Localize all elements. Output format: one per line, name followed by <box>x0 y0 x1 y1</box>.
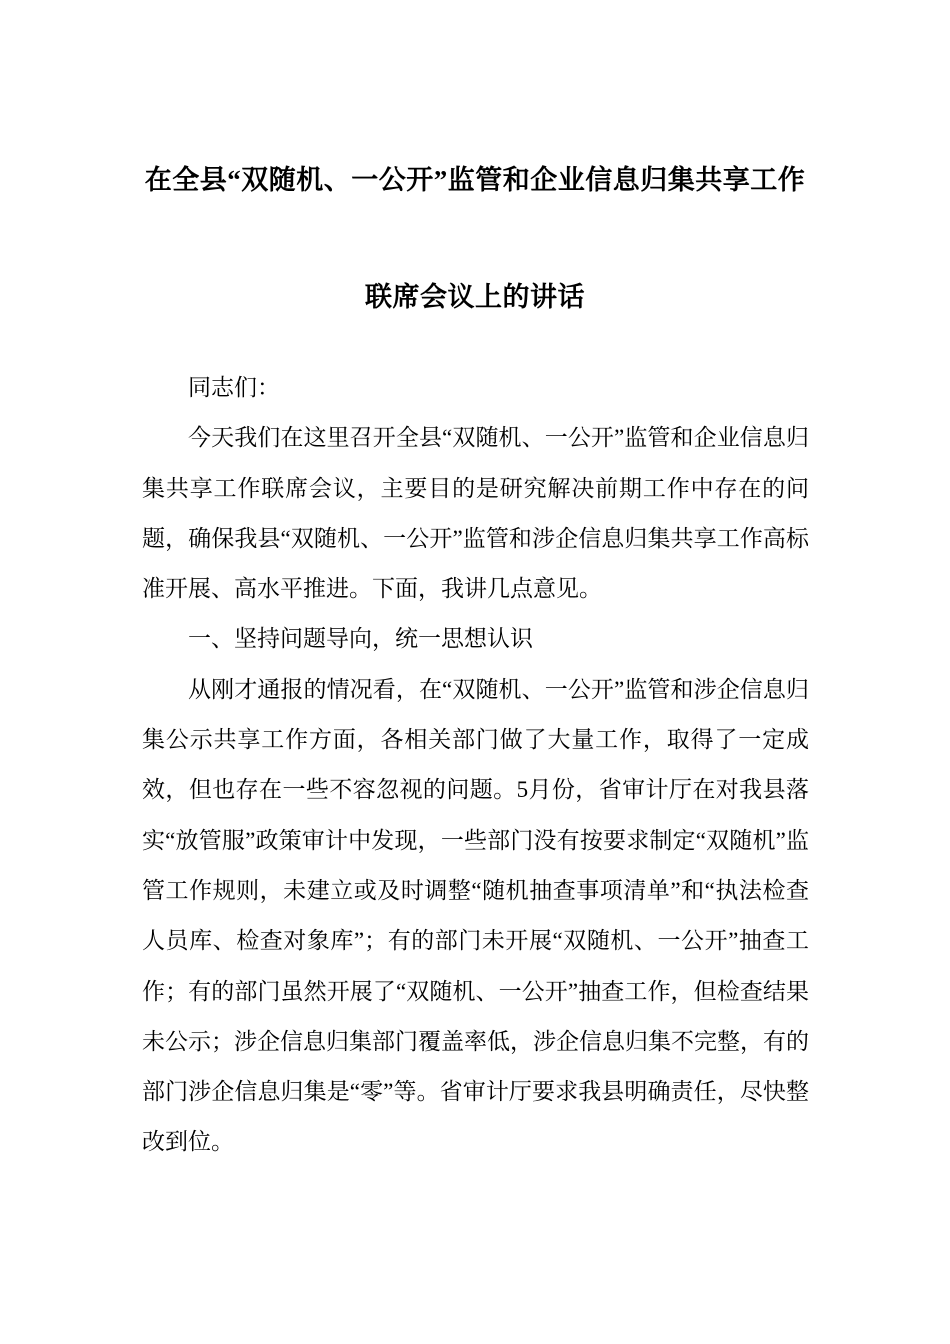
document-title-line2: 联席会议上的讲话 <box>365 282 585 312</box>
paragraph: 一、坚持问题导向，统一思想认识 <box>188 626 533 652</box>
document-body <box>142 363 809 1168</box>
paragraph: 同志们： <box>188 375 280 400</box>
paragraph: 今天我们在这里召开全县“双随机、一公开”监管和企业信息归集共享工作联席会议，主要目的是研究解决前期工作中存在的问题，确保我县“双随机、一公开”监管和涉企信息归集共享工作高标准开展、高水平推进。下面，我讲几点意见。 <box>142 425 809 602</box>
document-title-line1: 在全县“双随机、一公开”监管和企业信息归集共享工作 <box>144 165 806 195</box>
paragraph: 从刚才通报的情况看，在“双随机、一公开”监管和涉企信息归集公示共享工作方面，各相关部门做了大量工作，取得了一定成效，但也存在一些不容忽视的问题。5月份，省审计厅在对我县落实“放管服”政策审计中发现，一些部门没有按要求制定“双随机”监管工作规则，未建立或及时调整“随机抽查事项清单”和“执法检查人员库、检查对象库”；有的部门未开展“双随机、一公开”抽查工作；有的部门虽然开展了“双随机、一公开”抽查工作，但检查结果未公示；涉企信息归集部门覆盖率低，涉企信息归集不完整，有的部门涉企信息归集是“零”等。省审计厅要求我县明确责任，尽快整改到位。 <box>142 676 809 1155</box>
